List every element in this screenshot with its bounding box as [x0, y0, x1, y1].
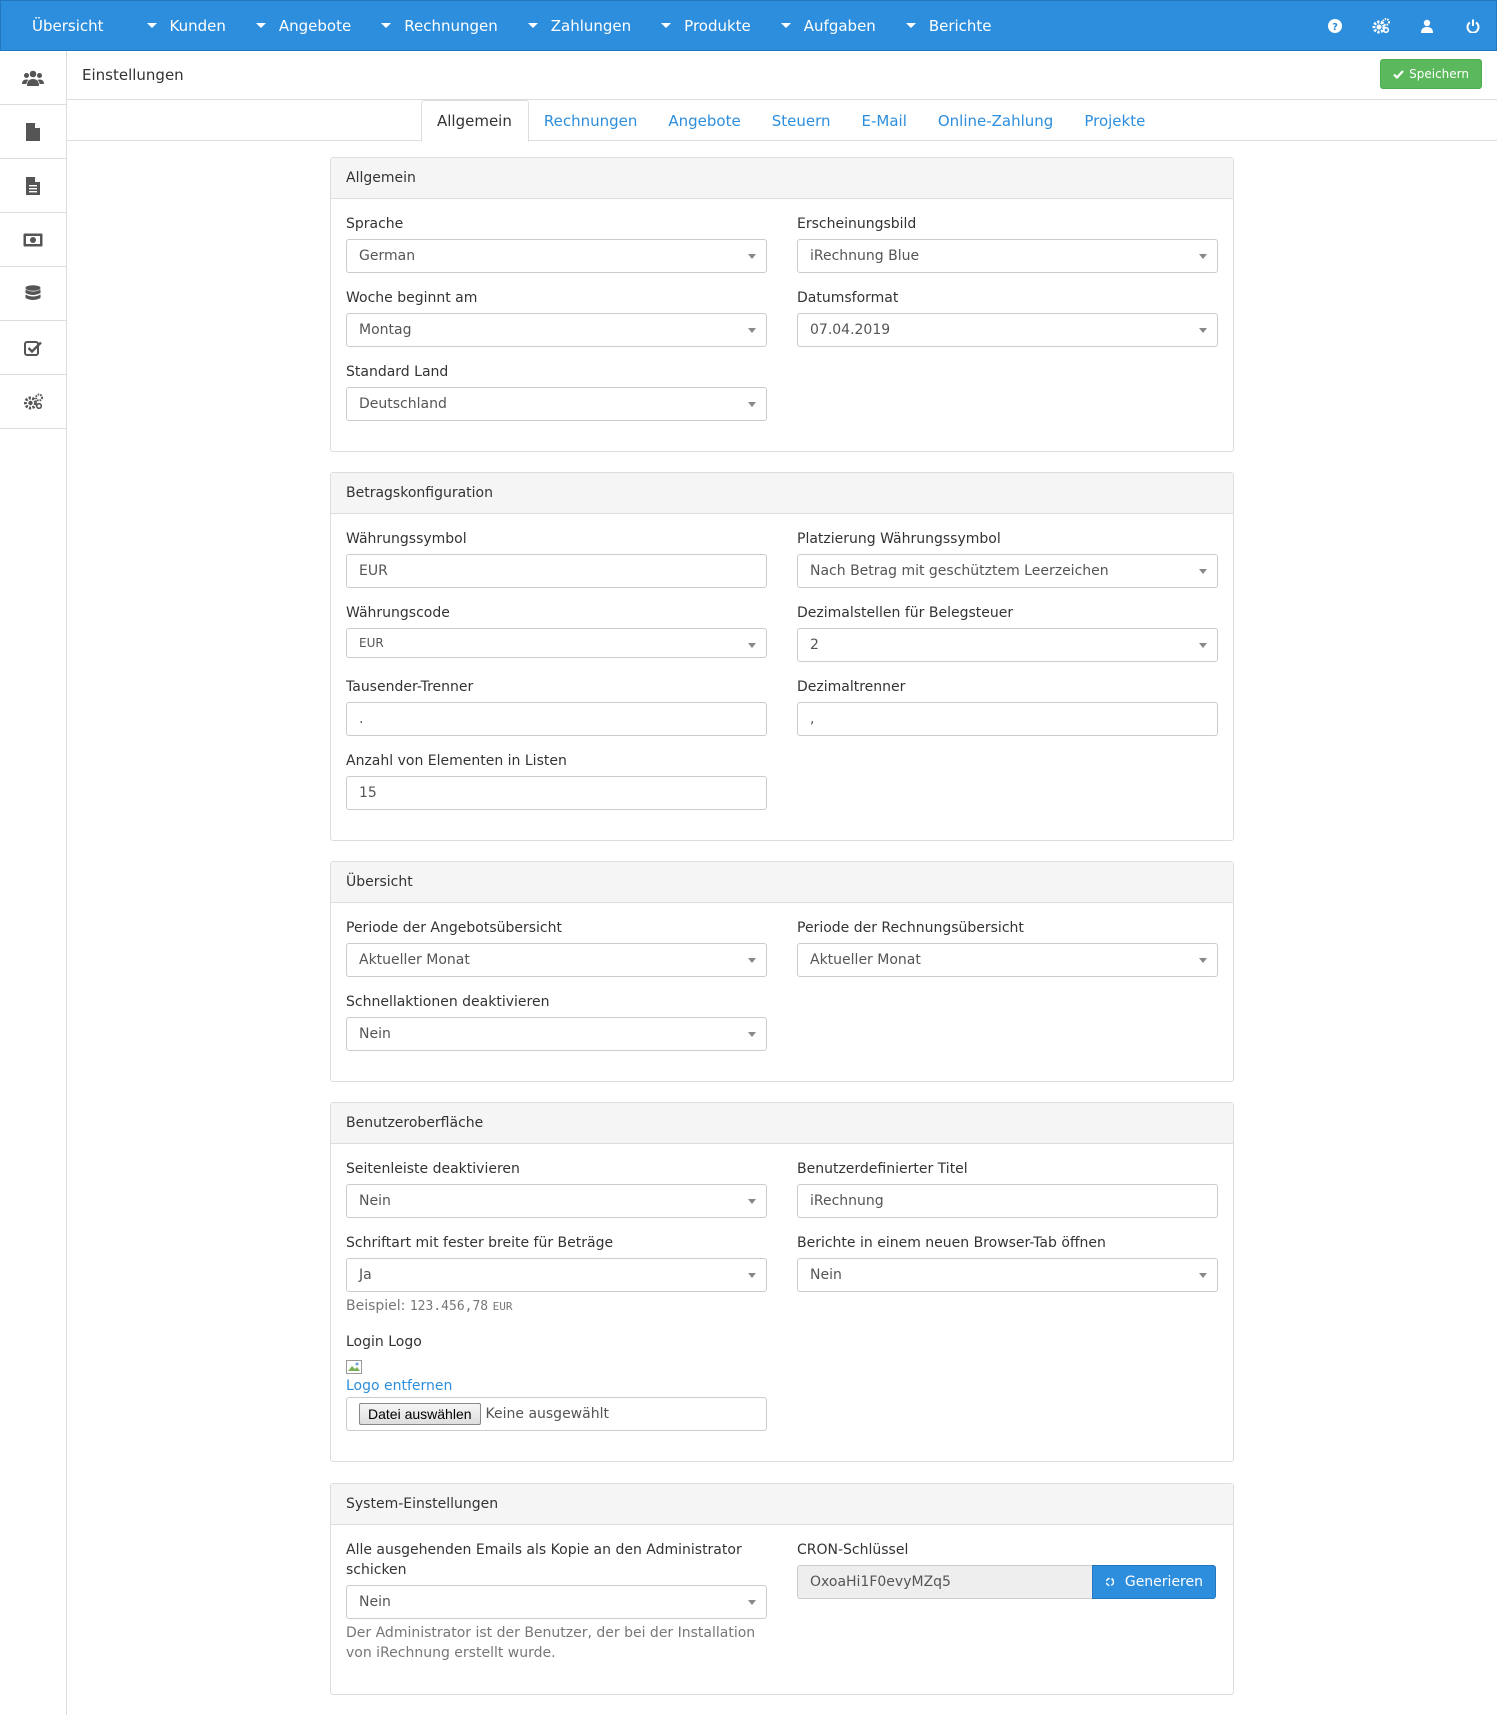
thousands-separator-value: . [359, 711, 364, 727]
nav-tasks-label: Aufgaben [803, 16, 876, 35]
help-icon[interactable] [1312, 1, 1358, 50]
bcc-admin-value: Nein [359, 1594, 391, 1610]
panel-heading: Benutzeroberfläche [331, 1103, 1233, 1144]
thousands-separator-label: Tausender-Trenner [346, 679, 474, 695]
cron-key-input[interactable] [797, 1565, 1093, 1599]
top-navbar [0, 0, 1497, 51]
theme-label: Erscheinungsbild [797, 216, 917, 232]
caret-down-icon [661, 23, 671, 28]
monospace-example [346, 1296, 512, 1317]
users-icon [22, 70, 44, 86]
quote-period-value: Aktueller Monat [359, 952, 470, 968]
language-select[interactable] [346, 239, 767, 273]
tab-invoices[interactable]: Rechnungen [543, 111, 638, 130]
sidebar-item-settings[interactable] [0, 375, 66, 429]
thousands-separator-input[interactable] [346, 702, 767, 736]
page-title: Einstellungen [82, 66, 184, 84]
disable-sidebar-select[interactable] [346, 1184, 767, 1218]
file-text-icon [26, 177, 40, 195]
nav-quotes-label: Angebote [278, 16, 352, 35]
caret-down-icon [528, 23, 538, 28]
date-format-label: Datumsformat [797, 290, 899, 306]
example-currency: EUR [492, 1300, 513, 1313]
theme-select[interactable] [797, 239, 1218, 273]
list-items-input[interactable] [346, 776, 767, 810]
logo-file-input[interactable] [346, 1397, 767, 1431]
invoice-period-select[interactable] [797, 943, 1218, 977]
nav-invoices[interactable] [366, 1, 513, 50]
power-icon[interactable] [1450, 1, 1496, 50]
tab-email[interactable]: E-Mail [861, 111, 907, 130]
caret-down-icon [906, 23, 916, 28]
nav-quotes[interactable] [241, 1, 366, 50]
nav-tasks[interactable] [766, 1, 891, 50]
default-country-value: Deutschland [359, 396, 447, 412]
nav-payments[interactable] [513, 1, 646, 50]
choose-file-button[interactable]: Datei auswählen [359, 1403, 481, 1425]
list-items-label: Anzahl von Elementen in Listen [346, 753, 567, 769]
panel-amounts [330, 472, 1234, 841]
decimal-separator-value: , [810, 711, 815, 727]
panel-heading: Übersicht [331, 862, 1233, 903]
sidebar-item-payments[interactable] [0, 213, 66, 267]
caret-down-icon [256, 23, 266, 28]
tab-quotes[interactable]: Angebote [668, 111, 741, 130]
monospace-amounts-value: Ja [359, 1267, 372, 1283]
money-icon [23, 233, 43, 247]
nav-dashboard-label: Übersicht [32, 16, 104, 35]
default-country-select[interactable] [346, 387, 767, 421]
currency-code-value: EUR [359, 636, 384, 650]
example-amount: 123.456,78 [409, 1299, 489, 1314]
caret-down-icon [381, 23, 391, 28]
invoice-period-value: Aktueller Monat [810, 952, 921, 968]
panel-user-interface [330, 1102, 1234, 1462]
tab-taxes[interactable]: Steuern [771, 111, 831, 130]
custom-title-label: Benutzerdefinierter Titel [797, 1161, 968, 1177]
panel-dashboard [330, 861, 1234, 1082]
generate-button-label: Generieren [1124, 1574, 1203, 1590]
monospace-amounts-label: Schriftart mit fester breite für Beträge [346, 1235, 614, 1251]
custom-title-value: iRechnung [810, 1193, 884, 1209]
quick-actions-value: Nein [359, 1026, 391, 1042]
currency-symbol-input[interactable] [346, 554, 767, 588]
sidebar-item-clients[interactable] [0, 51, 66, 105]
cron-key-value: OxoaHi1F0evyMZq5 [810, 1574, 951, 1590]
sidebar-item-tasks[interactable] [0, 321, 66, 375]
bcc-admin-select[interactable] [346, 1585, 767, 1619]
nav-reports[interactable] [891, 1, 1007, 50]
nav-products[interactable] [646, 1, 766, 50]
nav-reports-label: Berichte [928, 16, 992, 35]
symbol-placement-select[interactable] [797, 554, 1218, 588]
settings-tabbar [67, 100, 1497, 141]
save-button[interactable] [1380, 59, 1482, 89]
decimal-separator-input[interactable] [797, 702, 1218, 736]
date-format-select[interactable] [797, 313, 1218, 347]
default-country-label: Standard Land [346, 364, 449, 380]
symbol-placement-value: Nach Betrag mit geschütztem Leerzeichen [810, 563, 1109, 579]
disable-sidebar-label: Seitenleiste deaktivieren [346, 1161, 520, 1177]
monospace-amounts-select[interactable] [346, 1258, 767, 1292]
admin-help-text: Der Administrator ist der Benutzer, der bei der Installation von iRechnung erstellt wurde. [346, 1625, 756, 1661]
week-start-select[interactable] [346, 313, 767, 347]
check-square-icon [24, 340, 42, 356]
tab-projects[interactable]: Projekte [1084, 111, 1146, 130]
currency-code-select[interactable] [346, 628, 767, 658]
currency-code-label: Währungscode [346, 605, 450, 621]
quote-period-label: Periode der Angebotsübersicht [346, 920, 562, 936]
disable-sidebar-value: Nein [359, 1193, 391, 1209]
sidebar-item-products[interactable] [0, 267, 66, 321]
week-start-value: Montag [359, 322, 412, 338]
week-start-label: Woche beginnt am [346, 290, 478, 306]
invoice-period-label: Periode der Rechnungsübersicht [797, 920, 1024, 936]
tab-general[interactable]: Allgemein [421, 100, 529, 142]
bcc-admin-label: Alle ausgehenden Emails als Kopie an den Administrator schicken [346, 1542, 742, 1578]
caret-down-icon [147, 23, 157, 28]
nav-products-label: Produkte [684, 16, 751, 35]
settings-gears-icon [23, 393, 43, 410]
currency-symbol-value: EUR [359, 563, 388, 579]
header-bar [67, 51, 1497, 100]
panel-heading: Allgemein [331, 158, 1233, 199]
tab-online-payment[interactable]: Online-Zahlung [937, 111, 1054, 130]
remove-logo-link[interactable]: Logo entfernen [346, 1378, 453, 1394]
theme-value: iRechnung Blue [810, 248, 920, 264]
panel-heading: System-Einstellungen [331, 1484, 1233, 1525]
quick-actions-select[interactable] [346, 1017, 767, 1051]
tax-decimals-select[interactable] [797, 628, 1218, 662]
nav-clients[interactable] [132, 1, 241, 50]
tax-decimals-label: Dezimalstellen für Belegsteuer [797, 605, 1014, 621]
panel-heading: Betragskonfiguration [331, 473, 1233, 514]
list-items-value: 15 [359, 785, 377, 801]
caret-down-icon [781, 23, 791, 28]
symbol-placement-label: Platzierung Währungssymbol [797, 531, 1001, 547]
panel-system-settings [330, 1483, 1234, 1695]
user-icon[interactable] [1404, 1, 1450, 50]
reports-new-tab-select[interactable] [797, 1258, 1218, 1292]
language-label: Sprache [346, 216, 404, 232]
check-icon [1393, 70, 1404, 79]
quote-period-select[interactable] [346, 943, 767, 977]
broken-image-icon [346, 1360, 362, 1374]
reports-new-tab-value: Nein [810, 1267, 842, 1283]
date-format-value: 07.04.2019 [810, 322, 891, 338]
tax-decimals-value: 2 [810, 637, 819, 653]
login-logo-label: Login Logo [346, 1334, 422, 1350]
cron-key-label: CRON-Schlüssel [797, 1542, 909, 1558]
nav-dashboard[interactable] [1, 1, 132, 50]
decimal-separator-label: Dezimaltrenner [797, 679, 906, 695]
recycle-icon [1105, 1575, 1115, 1589]
nav-clients-label: Kunden [169, 16, 226, 35]
language-value: German [359, 248, 416, 264]
generate-cron-key-button[interactable] [1092, 1565, 1216, 1599]
currency-symbol-label: Währungssymbol [346, 531, 467, 547]
panel-general [330, 157, 1234, 452]
example-prefix: Beispiel: [346, 1298, 406, 1314]
save-button-label: Speichern [1409, 67, 1469, 81]
nav-payments-label: Zahlungen [550, 16, 632, 35]
reports-new-tab-label: Berichte in einem neuen Browser-Tab öffnen [797, 1235, 1106, 1251]
file-icon [26, 123, 40, 141]
custom-title-input[interactable] [797, 1184, 1218, 1218]
sidebar [0, 51, 67, 1715]
sidebar-item-invoices[interactable] [0, 159, 66, 213]
file-status: Keine ausgewählt [485, 1406, 609, 1422]
settings-gears-icon[interactable] [1358, 1, 1404, 50]
sidebar-item-quotes[interactable] [0, 105, 66, 159]
database-icon [25, 285, 41, 303]
nav-invoices-label: Rechnungen [404, 16, 498, 35]
svg-text:?: ? [1332, 21, 1338, 33]
quick-actions-label: Schnellaktionen deaktivieren [346, 994, 550, 1010]
